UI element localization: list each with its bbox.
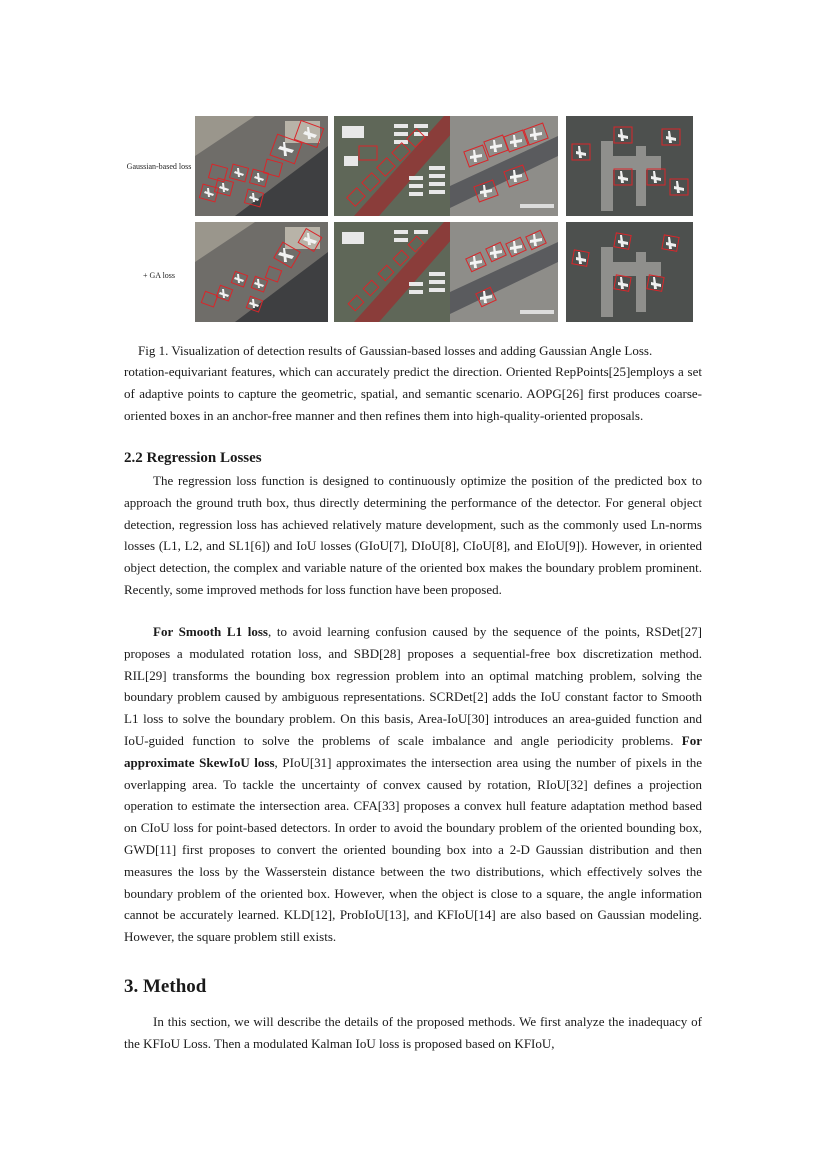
regression-paragraph-1: The regression loss function is designed to continuously optimize the position of the predicted box to approach the ground truth box, thus directly determining the performance of the detector. For general object detection, regression loss has achieved relatively mature development, such as the commonly used Ln-norms losses (L1, L2, and SL1[6]) and IoU losses (GIoU[7], DIoU[8], CIoU[8], and EIoU[9]). However, in oriented object detection, the complex and variable nature of the oriented box makes the boundary problem prominent. Recently, some improved methods for loss function have been proposed. [124, 473, 702, 597]
section-heading-3: 3. Method [124, 976, 207, 997]
regression-paragraph-2-block [124, 621, 702, 948]
section-heading-2-2: 2.2 Regression Losses [124, 450, 262, 466]
intro-paragraph-block [124, 361, 702, 426]
figure-caption: Fig 1. Visualization of detection results of Gaussian-based losses and adding Gaussian Angle Loss. [138, 343, 653, 358]
aerial-image-1-gaussian [195, 116, 328, 216]
aerial-image-2-ga-loss [334, 222, 467, 322]
intro-paragraph: rotation-equivariant features, which can accurately predict the direction. Oriented RepPoints[25]employs a set of adaptive points to capture the geometric, spatial, and semantic scenario. AOPG[26] first produces coarse-oriented boxes in an anchor-free manner and then refines them into high-quality-oriented proposals. [124, 364, 702, 423]
bold-skewiou: For approximate SkewIoU loss [124, 732, 702, 770]
aerial-image-4-gaussian [566, 116, 693, 216]
method-paragraph: In this section, we will describe the details of the proposed methods. We first analyze the inadequacy of the KFIoU Loss. Then a modulated Kalman IoU loss is proposed based on KFIoU, [124, 1014, 702, 1051]
row-label-gaussian: Gaussian-based loss [126, 162, 192, 171]
row-label-ga-loss: + GA loss [142, 271, 176, 280]
method-paragraph-block [124, 1011, 702, 1055]
regression-paragraph-1-block [124, 470, 702, 601]
aerial-image-1-ga-loss [195, 222, 328, 322]
aerial-image-3-gaussian [450, 116, 558, 216]
aerial-image-4-ga-loss [566, 222, 693, 322]
aerial-image-2-gaussian [334, 116, 467, 216]
aerial-image-3-ga-loss [450, 222, 558, 322]
bold-smooth-l1: For Smooth L1 loss [153, 624, 268, 639]
skewiou-text: , PIoU[31] approximates the intersection area using the number of pixels in the overlapping area. To tackle the uncertainty of convex caused by rotation, RIoU[32] defines a projection operation to estimate the intersection area. CFA[33] proposes a convex hull feature adaptation method based on CIoU loss for point-based detectors. In order to avoid the boundary problem of the oriented bounding box, GWD[11] first proposes to convert the oriented bounding box into a 2-D Gaussian distribution and then measures the loss by the Wasserstein distance between the two distributions, which effectively solves the boundary problem of the oriented box. However, when the object is close to a square, the angle information cannot be accurately learned. KLD[12], ProbIoU[13], and KFIoU[14] are also based on Gaussian modeling. However, the square problem still exists. [124, 754, 702, 945]
figure-1 [124, 114, 702, 324]
smooth-l1-text: , to avoid learning confusion caused by the sequence of the points, RSDet[27] proposes a modulated rotation loss, and SBD[28] proposes a sequential-free box discretization method. RIL[29] transforms the bounding box regression problem into an optimal matching problem, solving the boundary problem caused by ambiguous representations. SCRDet[2] adds the IoU constant factor to Smooth L1 loss to solve the boundary problem. On this basis, Area-IoU[30] introduces an area-guided function and IoU-guided function to solve the problems of scale imbalance and angle periodicity problems. [124, 624, 702, 748]
regression-paragraph-2 [124, 621, 702, 948]
